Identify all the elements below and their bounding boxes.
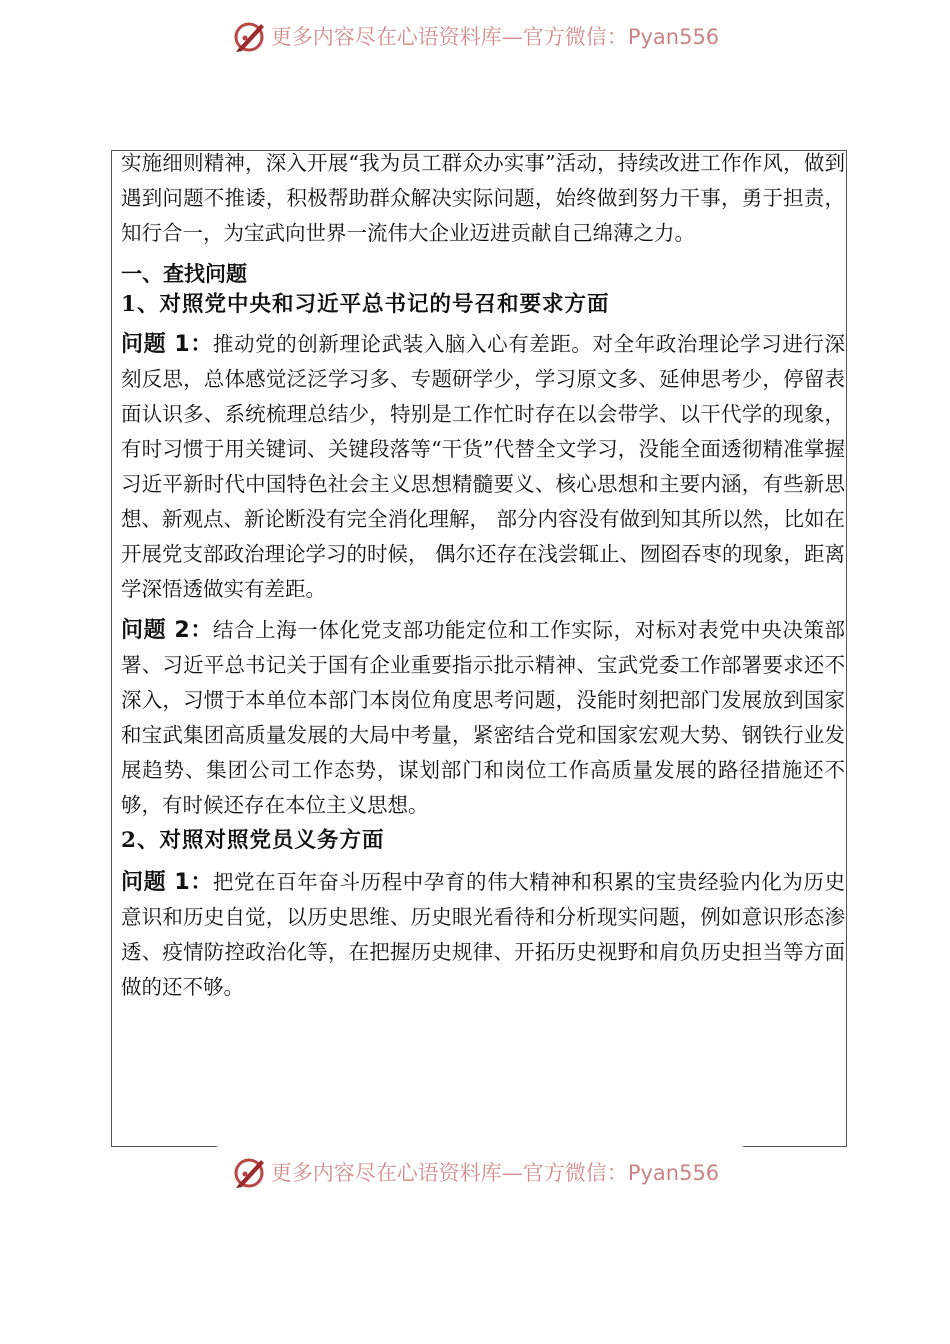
part2-heading: 2、对照对照党员义务方面 (121, 828, 385, 853)
watermark-text: 更多内容尽在心语资料库—官方微信：Pyan556 (270, 25, 720, 49)
pen-logo-icon (231, 18, 267, 54)
problem-label: 问题 1： (121, 870, 213, 895)
part2-problem-1 (121, 865, 845, 1005)
problem-label: 问题 1： (121, 332, 213, 357)
problem-text: 结合上海一体化党支部功能定位和工作实际，对标对表党中央决策部署、习近平总书记关于国有企业重要指示批示精神、宝武党委工作部署要求还不深入，习惯于本单位本部门本岗位角度思考问题，没能时刻把部门发展放到国家和宝武集团高质量发展的大局中考量，紧密结合党和国家宏观大势、钢铁行业发展趋势、集团公司工作态势，谋划部门和岗位工作高质量发展的路径措施还不够，有时候还存在本位主义思想。 (121, 618, 846, 817)
frame-bottom-right-rule (743, 1146, 847, 1147)
section-heading: 一、查找问题 (121, 262, 247, 286)
pen-logo-icon (231, 1154, 267, 1190)
part1-problem-2 (121, 613, 845, 823)
problem-text: 推动党的创新理论武装入脑入心有差距。对全年政治理论学习进行深刻反思，总体感觉泛泛学习多、专题研学少，学习原文多、延伸思考少，停留表面认识多、系统梳理总结少，特别是工作忙时存在以会带学、以干代学的现象，有时习惯于用关键词、关键段落等“干货”代替全文学习，没能全面透彻精准掌握习近平新时代中国特色社会主义思想精髓要义、核心思想和主要内涵，有些新思想、新观点、新论断没有完全消化理解， 部分内容没有做到知其所以然，比如在开展党支部政治理论学习的时候， 偶尔还存在浅尝辄止、囫囵吞枣的现象，距离学深悟透做实有差距。 (121, 332, 846, 601)
part1-heading: 1、对照党中央和习近平总书记的号召和要求方面 (121, 292, 610, 317)
footer-watermark (0, 1152, 950, 1192)
part1-problem-1 (121, 327, 845, 607)
problem-text: 把党在百年奋斗历程中孕育的伟大精神和积累的宝贵经验内化为历史意识和历史自觉，以历史思维、历史眼光看待和分析现实问题，例如意识形态渗透、疫情防控政治化等，在把握历史规律、开拓历史视野和肩负历史担当等方面做的还不够。 (121, 870, 846, 999)
watermark-text: 更多内容尽在心语资料库—官方微信：Pyan556 (270, 1161, 720, 1185)
wechat-id: Pyan556 (627, 25, 720, 49)
intro-paragraph: 实施细则精神，深入开展“我为员工群众办实事”活动，持续改进工作作风，做到遇到问题不推诿，积极帮助群众解决实际问题，始终做到努力干事，勇于担责，知行合一，为宝武向世界一流伟大企业迈进贡献自己绵薄之力。 (121, 151, 845, 245)
header-watermark (0, 16, 950, 56)
document-body (121, 146, 845, 1005)
frame-bottom-left-rule (111, 1146, 217, 1147)
wechat-id: Pyan556 (627, 1161, 720, 1185)
problem-label: 问题 2： (121, 618, 213, 643)
